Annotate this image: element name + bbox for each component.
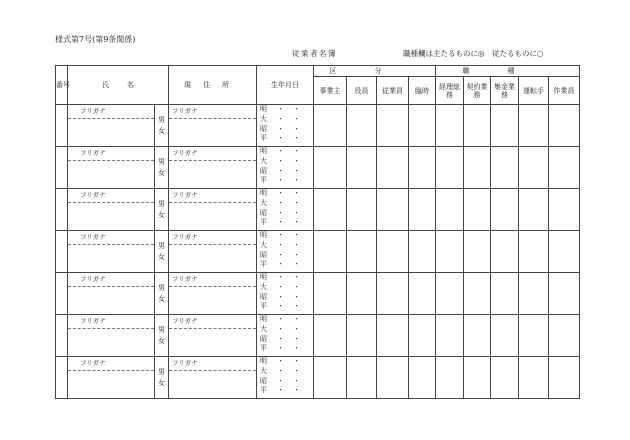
era-label: 大 xyxy=(260,366,267,375)
era-line xyxy=(260,357,313,367)
birthdate-cell[interactable] xyxy=(257,231,314,273)
classification-cell[interactable] xyxy=(436,357,464,399)
date-separator-dots: ・・ xyxy=(277,189,309,197)
classification-cell[interactable] xyxy=(377,105,409,147)
classification-cell[interactable] xyxy=(519,231,549,273)
number-cell[interactable] xyxy=(56,273,68,315)
era-line xyxy=(260,241,313,251)
header-name-label: 氏名 xyxy=(102,81,152,89)
era-label: 平 xyxy=(260,344,267,353)
birthdate-cell[interactable] xyxy=(257,105,314,147)
classification-cell[interactable] xyxy=(436,105,464,147)
classification-cell[interactable] xyxy=(314,231,347,273)
classification-cell[interactable] xyxy=(314,273,347,315)
header-birthdate xyxy=(257,66,314,105)
sex-cell[interactable] xyxy=(155,147,169,189)
classification-cell[interactable] xyxy=(491,357,519,399)
header-job-type xyxy=(436,66,580,77)
era-label: 昭 xyxy=(260,292,267,301)
name-cell[interactable] xyxy=(68,315,155,357)
era-label: 昭 xyxy=(260,376,267,385)
address-cell[interactable] xyxy=(169,189,257,231)
classification-cell[interactable] xyxy=(464,357,491,399)
form-number: 様式第7号(第9条関係) xyxy=(55,35,136,44)
header-category-col: 従業員 xyxy=(377,77,409,105)
name-furigana-label: フリガナ xyxy=(68,273,154,287)
sex-female-label: 女 xyxy=(158,294,165,303)
number-cell[interactable] xyxy=(56,357,68,399)
era-label: 明 xyxy=(260,273,267,281)
date-separator-dots: ・・ xyxy=(277,198,309,207)
header-category-col: 役員 xyxy=(347,77,377,105)
era-line xyxy=(260,315,313,325)
era-label: 昭 xyxy=(260,208,267,217)
era-line xyxy=(260,325,313,335)
birthdate-cell[interactable] xyxy=(257,147,314,189)
classification-cell[interactable] xyxy=(377,231,409,273)
classification-cell[interactable] xyxy=(436,231,464,273)
address-cell[interactable] xyxy=(169,231,257,273)
roster-row xyxy=(56,147,580,189)
classification-cell[interactable] xyxy=(549,189,580,231)
era-line xyxy=(260,335,313,345)
sex-male-label: 男 xyxy=(158,283,165,292)
classification-cell[interactable] xyxy=(409,147,436,189)
classification-cell[interactable] xyxy=(491,105,519,147)
sex-female-label: 女 xyxy=(158,126,165,135)
name-furigana-label: フリガナ xyxy=(68,189,154,203)
name-cell[interactable] xyxy=(68,273,155,315)
era-label: 大 xyxy=(260,324,267,333)
era-line xyxy=(260,260,313,270)
era-label: 昭 xyxy=(260,166,267,175)
date-separator-dots: ・・ xyxy=(277,124,309,133)
number-cell[interactable] xyxy=(56,147,68,189)
classification-cell[interactable] xyxy=(464,147,491,189)
era-label: 平 xyxy=(260,176,267,185)
era-label: 平 xyxy=(260,386,267,395)
address-furigana-label: フリガナ xyxy=(169,273,256,287)
date-separator-dots: ・・ xyxy=(277,260,309,269)
date-separator-dots: ・・ xyxy=(277,166,309,175)
date-separator-dots: ・・ xyxy=(277,282,309,291)
date-separator-dots: ・・ xyxy=(277,376,309,385)
classification-cell[interactable] xyxy=(549,105,580,147)
era-line xyxy=(260,251,313,261)
header-category-col: 臨時 xyxy=(409,77,436,105)
era-line xyxy=(260,273,313,283)
sex-cell[interactable] xyxy=(155,273,169,315)
classification-cell[interactable] xyxy=(347,147,377,189)
header-address-label: 現住所 xyxy=(184,81,241,89)
date-separator-dots: ・・ xyxy=(277,250,309,259)
classification-cell[interactable] xyxy=(377,357,409,399)
era-line xyxy=(260,344,313,354)
date-separator-dots: ・・ xyxy=(277,386,309,395)
classification-cell[interactable] xyxy=(409,189,436,231)
date-separator-dots: ・・ xyxy=(277,292,309,301)
classification-cell[interactable] xyxy=(436,315,464,357)
classification-cell[interactable] xyxy=(409,231,436,273)
era-label: 大 xyxy=(260,156,267,165)
era-label: 明 xyxy=(260,315,267,323)
sex-cell[interactable] xyxy=(155,315,169,357)
job-type-note: 職種欄は主たるものに◎ 従たるものに○ xyxy=(403,49,544,58)
sex-male-label: 男 xyxy=(158,115,165,124)
era-line xyxy=(260,115,313,125)
date-separator-dots: ・・ xyxy=(277,176,309,185)
address-cell[interactable] xyxy=(169,315,257,357)
era-line xyxy=(260,209,313,219)
classification-cell[interactable] xyxy=(491,231,519,273)
date-separator-dots: ・・ xyxy=(277,147,309,155)
era-line xyxy=(260,167,313,177)
classification-cell[interactable] xyxy=(314,147,347,189)
name-cell[interactable] xyxy=(68,189,155,231)
classification-cell[interactable] xyxy=(314,315,347,357)
sex-cell[interactable] xyxy=(155,189,169,231)
classification-cell[interactable] xyxy=(549,315,580,357)
classification-cell[interactable] xyxy=(491,315,519,357)
name-furigana-label: フリガナ xyxy=(68,231,154,245)
date-separator-dots: ・・ xyxy=(277,344,309,353)
number-cell[interactable] xyxy=(56,189,68,231)
classification-cell[interactable] xyxy=(347,189,377,231)
header-birthdate-label: 生年月日 xyxy=(271,81,299,89)
date-separator-dots: ・・ xyxy=(277,218,309,227)
name-furigana-label: フリガナ xyxy=(68,105,154,119)
era-label: 明 xyxy=(260,147,267,155)
header-job-col: 作業員 xyxy=(549,77,580,105)
sex-female-label: 女 xyxy=(158,252,165,261)
classification-cell[interactable] xyxy=(314,189,347,231)
classification-cell[interactable] xyxy=(519,357,549,399)
address-furigana-label: フリガナ xyxy=(169,105,256,119)
date-separator-dots: ・・ xyxy=(277,273,309,281)
address-furigana-label: フリガナ xyxy=(169,231,256,245)
name-cell[interactable] xyxy=(68,105,155,147)
roster-row xyxy=(56,231,580,273)
era-label: 大 xyxy=(260,240,267,249)
name-furigana-label: フリガナ xyxy=(68,315,154,329)
header-category-col: 事業主 xyxy=(314,77,347,105)
era-line xyxy=(260,386,313,396)
sex-female-label: 女 xyxy=(158,168,165,177)
header-job-col: 経理総務 xyxy=(436,77,464,105)
date-separator-dots: ・・ xyxy=(277,357,309,365)
roster-row xyxy=(56,315,580,357)
era-line xyxy=(260,125,313,135)
header-category xyxy=(314,66,436,77)
era-line xyxy=(260,367,313,377)
era-line xyxy=(260,302,313,312)
name-cell[interactable] xyxy=(68,147,155,189)
name-furigana-label: フリガナ xyxy=(68,147,154,161)
date-separator-dots: ・・ xyxy=(277,366,309,375)
classification-cell[interactable] xyxy=(377,315,409,357)
header-job-col: 運転手 xyxy=(519,77,549,105)
birthdate-cell[interactable] xyxy=(257,315,314,357)
classification-cell[interactable] xyxy=(377,189,409,231)
classification-cell[interactable] xyxy=(436,147,464,189)
sex-cell[interactable] xyxy=(155,357,169,399)
classification-cell[interactable] xyxy=(519,189,549,231)
sex-cell[interactable] xyxy=(155,105,169,147)
classification-cell[interactable] xyxy=(464,273,491,315)
era-label: 明 xyxy=(260,105,267,113)
classification-cell[interactable] xyxy=(519,147,549,189)
era-label: 昭 xyxy=(260,334,267,343)
header-job-col: 契約業務 xyxy=(464,77,491,105)
era-line xyxy=(260,176,313,186)
era-label: 平 xyxy=(260,302,267,311)
header-number-label: 番号 xyxy=(56,80,70,89)
date-separator-dots: ・・ xyxy=(277,324,309,333)
classification-cell[interactable] xyxy=(409,315,436,357)
address-furigana-label: フリガナ xyxy=(169,147,256,161)
sex-male-label: 男 xyxy=(158,241,165,250)
address-cell[interactable] xyxy=(169,105,257,147)
classification-cell[interactable] xyxy=(464,189,491,231)
sex-male-label: 男 xyxy=(158,157,165,166)
era-label: 大 xyxy=(260,198,267,207)
classification-cell[interactable] xyxy=(519,105,549,147)
date-separator-dots: ・・ xyxy=(277,334,309,343)
name-furigana-label: フリガナ xyxy=(68,357,154,371)
sex-male-label: 男 xyxy=(158,199,165,208)
classification-cell[interactable] xyxy=(377,273,409,315)
header-job-col: 集金業務 xyxy=(491,77,519,105)
header-name xyxy=(68,66,169,105)
era-label: 明 xyxy=(260,189,267,197)
era-label: 平 xyxy=(260,218,267,227)
era-line xyxy=(260,199,313,209)
era-label: 明 xyxy=(260,357,267,365)
sex-female-label: 女 xyxy=(158,378,165,387)
address-cell[interactable] xyxy=(169,273,257,315)
classification-cell[interactable] xyxy=(491,189,519,231)
era-label: 大 xyxy=(260,114,267,123)
era-line xyxy=(260,134,313,144)
era-line xyxy=(260,105,313,115)
date-separator-dots: ・・ xyxy=(277,105,309,113)
sex-female-label: 女 xyxy=(158,210,165,219)
classification-cell[interactable] xyxy=(436,189,464,231)
date-separator-dots: ・・ xyxy=(277,156,309,165)
number-cell[interactable] xyxy=(56,315,68,357)
classification-cell[interactable] xyxy=(491,273,519,315)
era-label: 昭 xyxy=(260,124,267,133)
date-separator-dots: ・・ xyxy=(277,302,309,311)
birthdate-cell[interactable] xyxy=(257,357,314,399)
address-cell[interactable] xyxy=(169,147,257,189)
era-label: 平 xyxy=(260,260,267,269)
classification-cell[interactable] xyxy=(464,315,491,357)
classification-cell[interactable] xyxy=(347,315,377,357)
classification-cell[interactable] xyxy=(409,357,436,399)
sex-female-label: 女 xyxy=(158,336,165,345)
date-separator-dots: ・・ xyxy=(277,134,309,143)
sex-cell[interactable] xyxy=(155,231,169,273)
header-address xyxy=(169,66,257,105)
classification-cell[interactable] xyxy=(347,105,377,147)
address-cell[interactable] xyxy=(169,357,257,399)
classification-cell[interactable] xyxy=(347,273,377,315)
era-label: 大 xyxy=(260,282,267,291)
classification-cell[interactable] xyxy=(549,147,580,189)
era-line xyxy=(260,283,313,293)
era-label: 明 xyxy=(260,231,267,239)
sex-male-label: 男 xyxy=(158,325,165,334)
classification-cell[interactable] xyxy=(519,273,549,315)
era-label: 平 xyxy=(260,134,267,143)
header-job-type-label: 職種 xyxy=(462,67,553,75)
era-line xyxy=(260,293,313,303)
classification-cell[interactable] xyxy=(377,147,409,189)
address-furigana-label: フリガナ xyxy=(169,357,256,371)
classification-cell[interactable] xyxy=(519,315,549,357)
employee-roster-table xyxy=(55,65,580,399)
era-line xyxy=(260,189,313,199)
classification-cell[interactable] xyxy=(549,273,580,315)
header-number xyxy=(56,66,68,105)
classification-cell[interactable] xyxy=(549,357,580,399)
birthdate-cell[interactable] xyxy=(257,189,314,231)
era-line xyxy=(260,147,313,157)
name-cell[interactable] xyxy=(68,231,155,273)
classification-cell[interactable] xyxy=(436,273,464,315)
header-category-label: 区分 xyxy=(329,67,420,75)
classification-cell[interactable] xyxy=(347,357,377,399)
era-label: 昭 xyxy=(260,250,267,259)
sex-male-label: 男 xyxy=(158,367,165,376)
roster-row xyxy=(56,273,580,315)
classification-cell[interactable] xyxy=(464,105,491,147)
classification-cell[interactable] xyxy=(314,105,347,147)
era-line xyxy=(260,231,313,241)
date-separator-dots: ・・ xyxy=(277,208,309,217)
address-furigana-label: フリガナ xyxy=(169,189,256,203)
roster-row xyxy=(56,357,580,399)
address-furigana-label: フリガナ xyxy=(169,315,256,329)
number-cell[interactable] xyxy=(56,105,68,147)
date-separator-dots: ・・ xyxy=(277,114,309,123)
date-separator-dots: ・・ xyxy=(277,240,309,249)
roster-row xyxy=(56,189,580,231)
birthdate-cell[interactable] xyxy=(257,273,314,315)
classification-cell[interactable] xyxy=(314,357,347,399)
classification-cell[interactable] xyxy=(464,231,491,273)
era-line xyxy=(260,377,313,387)
date-separator-dots: ・・ xyxy=(277,231,309,239)
classification-cell[interactable] xyxy=(409,273,436,315)
date-separator-dots: ・・ xyxy=(277,315,309,323)
name-cell[interactable] xyxy=(68,357,155,399)
roster-row xyxy=(56,105,580,147)
employer-roster-title: 従業者名簿 xyxy=(292,49,337,58)
classification-cell[interactable] xyxy=(491,147,519,189)
era-line xyxy=(260,157,313,167)
classification-cell[interactable] xyxy=(409,105,436,147)
number-cell[interactable] xyxy=(56,231,68,273)
classification-cell[interactable] xyxy=(347,231,377,273)
classification-cell[interactable] xyxy=(549,231,580,273)
era-line xyxy=(260,218,313,228)
